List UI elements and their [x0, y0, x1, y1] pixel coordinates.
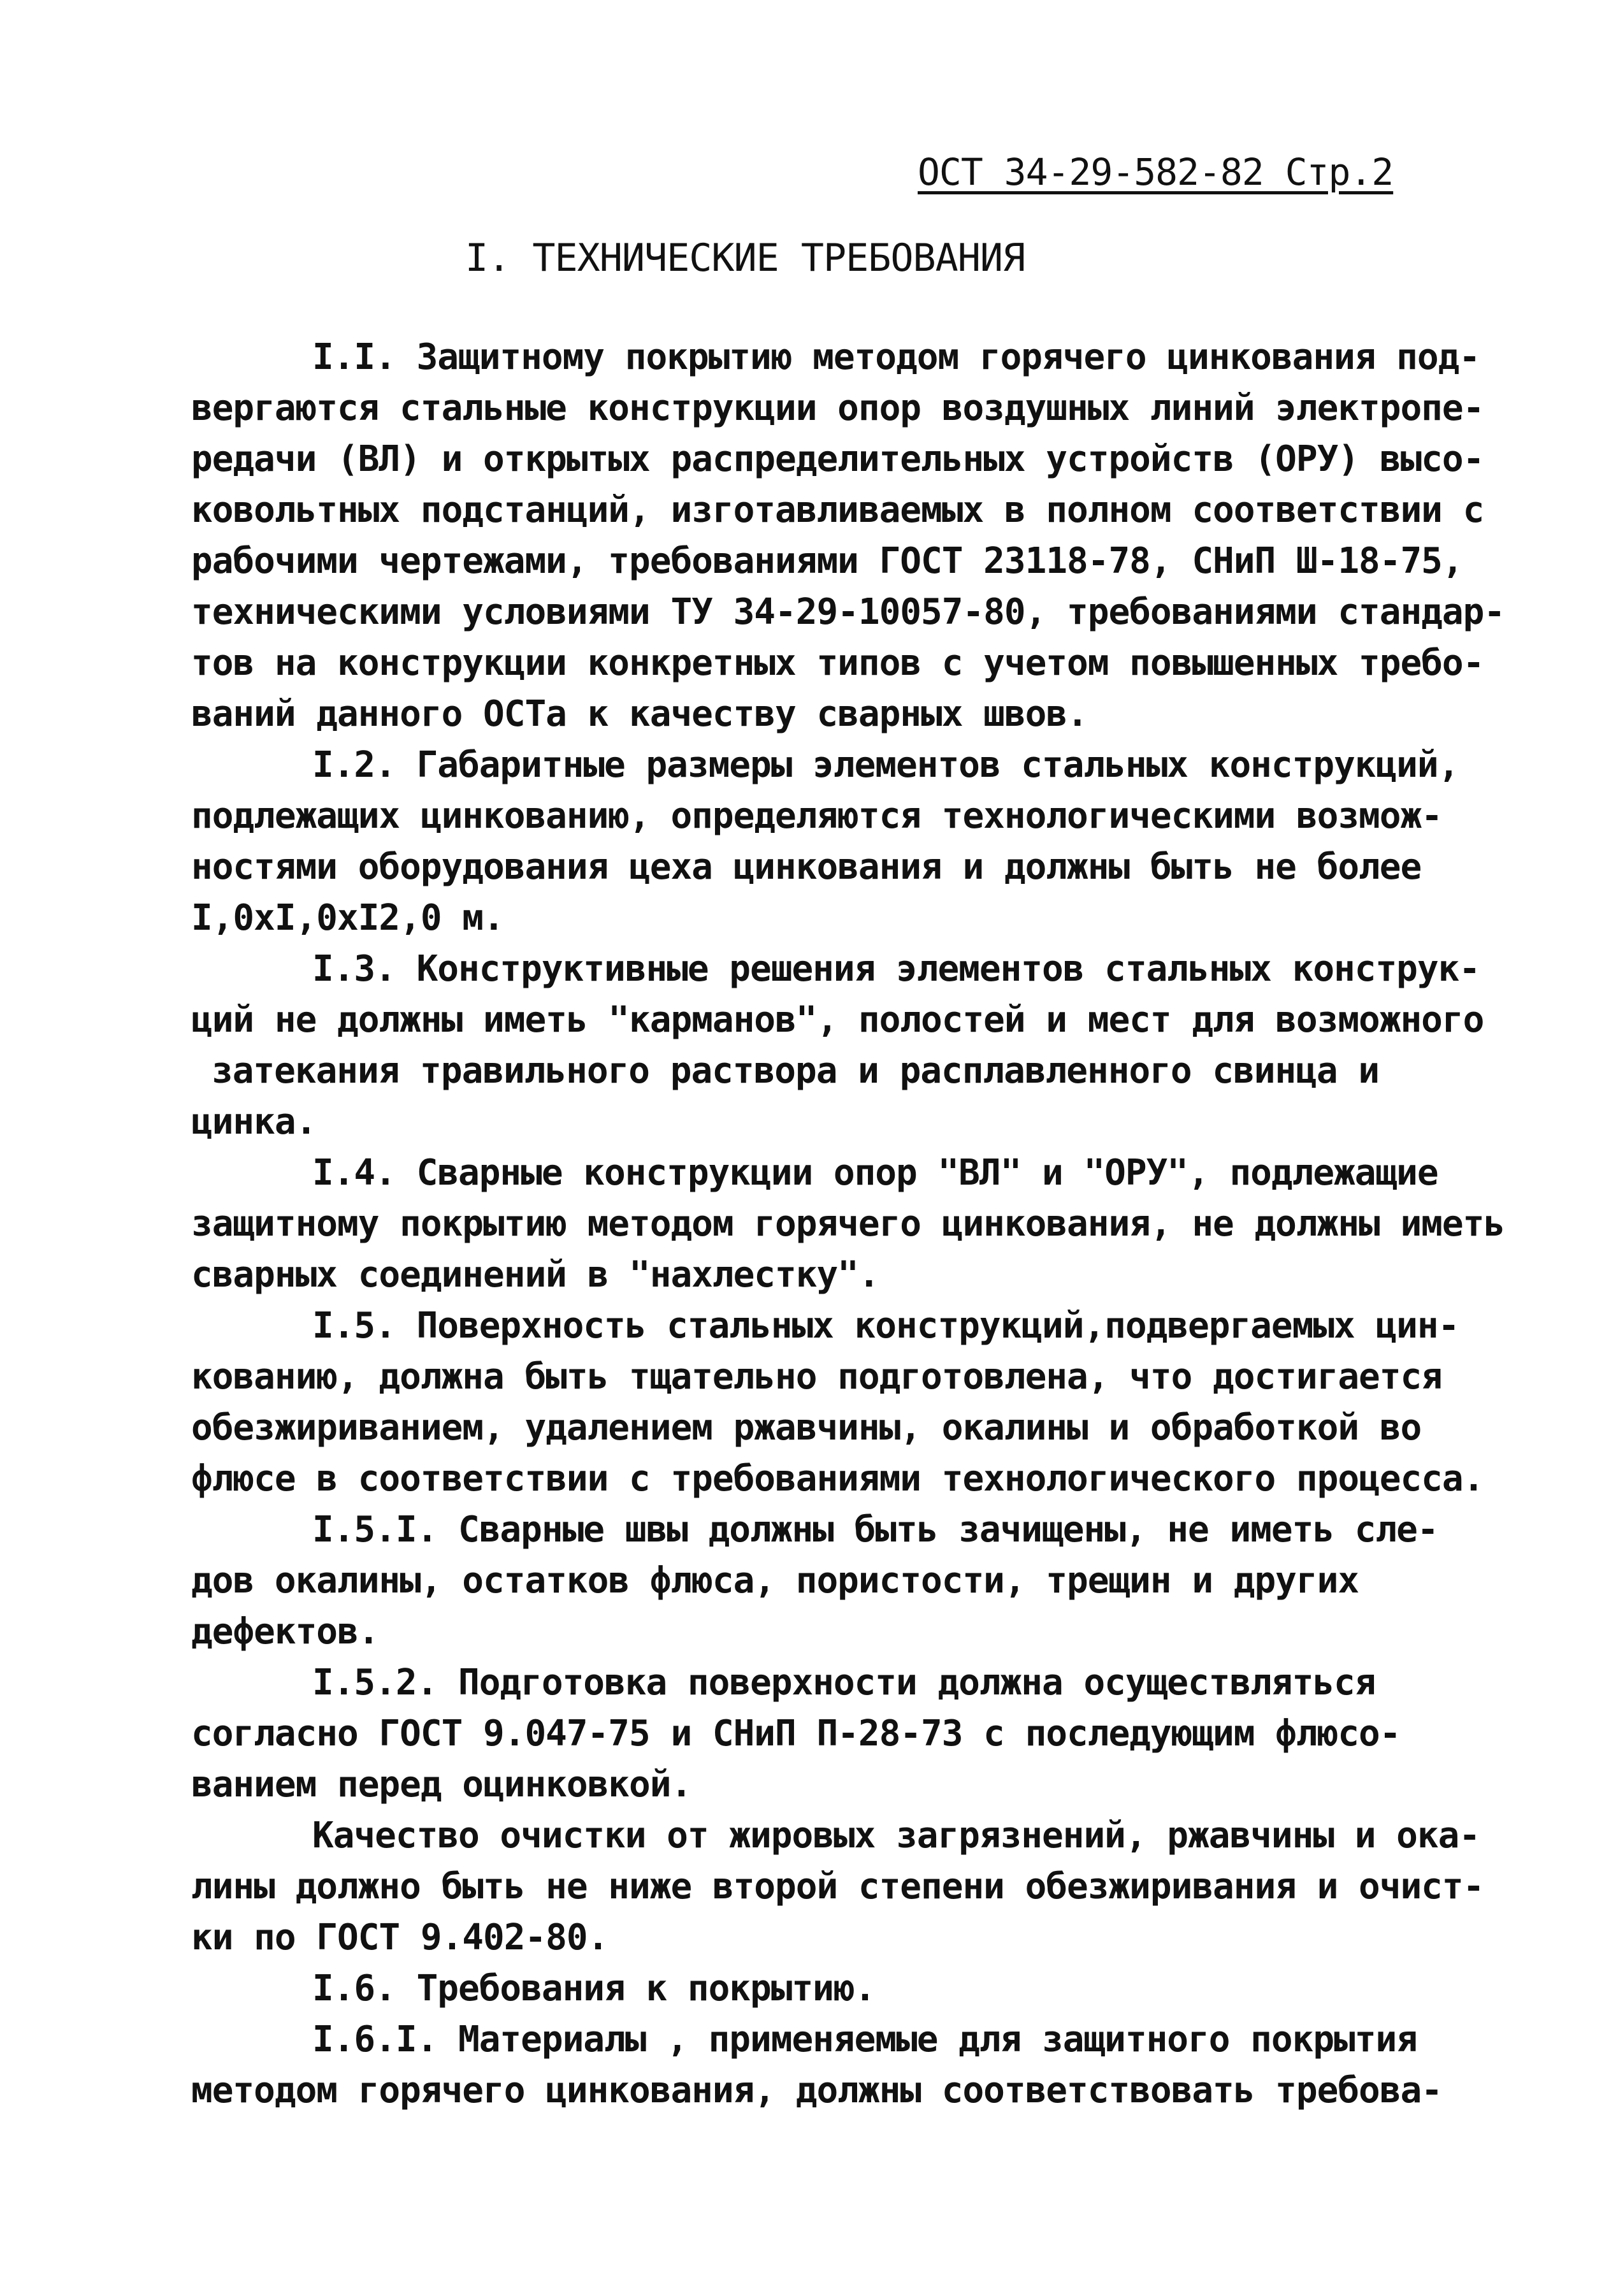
- paragraph-line: I.4. Сварные конструкции опор "ВЛ" и "ОРУ", подлежащие: [312, 1152, 1438, 1194]
- paragraph-line: I.2. Габаритные размеры элементов стальных конструкций,: [312, 744, 1459, 786]
- paragraph-line: цинка.: [191, 1101, 317, 1143]
- paragraph-line: I.5.2. Подготовка поверхности должна осуществляться: [312, 1662, 1376, 1703]
- paragraph-line: ностями оборудования цеха цинкования и должны быть не более: [191, 846, 1422, 888]
- paragraph-line: I,0xI,0xI2,0 м.: [191, 897, 504, 939]
- paragraph-line: тов на конструкции конкретных типов с учетом повышенных требо-: [191, 642, 1484, 684]
- paragraph-line: I.I. Защитному покрытию методом горячего цинкования под-: [312, 336, 1480, 378]
- paragraph-line: редачи (ВЛ) и открытых распределительных устройств (ОРУ) высо-: [191, 438, 1484, 480]
- paragraph-line: ковольтных подстанций, изготавливаемых в полном соответствии с: [191, 489, 1484, 531]
- paragraph-line: обезжириванием, удалением ржавчины, окалины и обработкой во: [191, 1407, 1422, 1448]
- paragraph-line: затекания травильного раствора и расплавленного свинца и: [212, 1050, 1380, 1092]
- paragraph-line: I.3. Конструктивные решения элементов стальных конструк-: [312, 948, 1480, 990]
- paragraph-line: I.6.I. Материалы , применяемые для защитного покрытия: [312, 2019, 1417, 2060]
- paragraph-line: дефектов.: [191, 1611, 379, 1652]
- paragraph-line: лины должно быть не ниже второй степени обезжиривания и очист-: [191, 1866, 1484, 1907]
- paragraph-line: дов окалины, остатков флюса, пористости, трещин и других: [191, 1560, 1359, 1601]
- paragraph-line: рабочими чертежами, требованиями ГОСТ 23118-78, СНиП Ш-18-75,: [191, 540, 1463, 582]
- paragraph-line: ций не должны иметь "карманов", полостей и мест для возможного: [191, 999, 1484, 1041]
- paragraph-line: вергаются стальные конструкции опор воздушных линий электропе-: [191, 387, 1484, 429]
- paragraph-line: ванием перед оцинковкой.: [191, 1764, 692, 1805]
- section-title: I. ТЕХНИЧЕСКИЕ ТРЕБОВАНИЯ: [465, 236, 1025, 280]
- paragraph-line: подлежащих цинкованию, определяются технологическими возмож-: [191, 795, 1442, 837]
- paragraph-line: техническими условиями ТУ 34-29-10057-80, требованиями стандар-: [191, 591, 1505, 633]
- paragraph-line: защитному покрытию методом горячего цинкования, не должны иметь: [191, 1203, 1505, 1245]
- document-header: ОСТ 34-29-582-82 Стр.2: [918, 150, 1394, 194]
- paragraph-line: методом горячего цинкования, должны соответствовать требова-: [191, 2070, 1442, 2111]
- paragraph-line: I.5. Поверхность стальных конструкций,подвергаемых цин-: [312, 1305, 1459, 1347]
- paragraph-line: кованию, должна быть тщательно подготовлена, что достигается: [191, 1356, 1442, 1397]
- paragraph-line: Качество очистки от жировых загрязнений, ржавчины и ока-: [312, 1815, 1480, 1856]
- paragraph-line: согласно ГОСТ 9.047-75 и СНиП П-28-73 с последующим флюсо-: [191, 1713, 1401, 1754]
- paragraph-line: I.5.I. Сварные швы должны быть зачищены, не иметь сле-: [312, 1509, 1438, 1550]
- paragraph-line: ваний данного ОСТа к качеству сварных швов.: [191, 693, 1088, 735]
- paragraph-line: I.6. Требования к покрытию.: [312, 1968, 876, 2009]
- paragraph-line: сварных соединений в "нахлестку".: [191, 1254, 879, 1296]
- paragraph-line: флюсе в соответствии с требованиями технологического процесса.: [191, 1458, 1484, 1499]
- paragraph-line: ки по ГОСТ 9.402-80.: [191, 1917, 609, 1958]
